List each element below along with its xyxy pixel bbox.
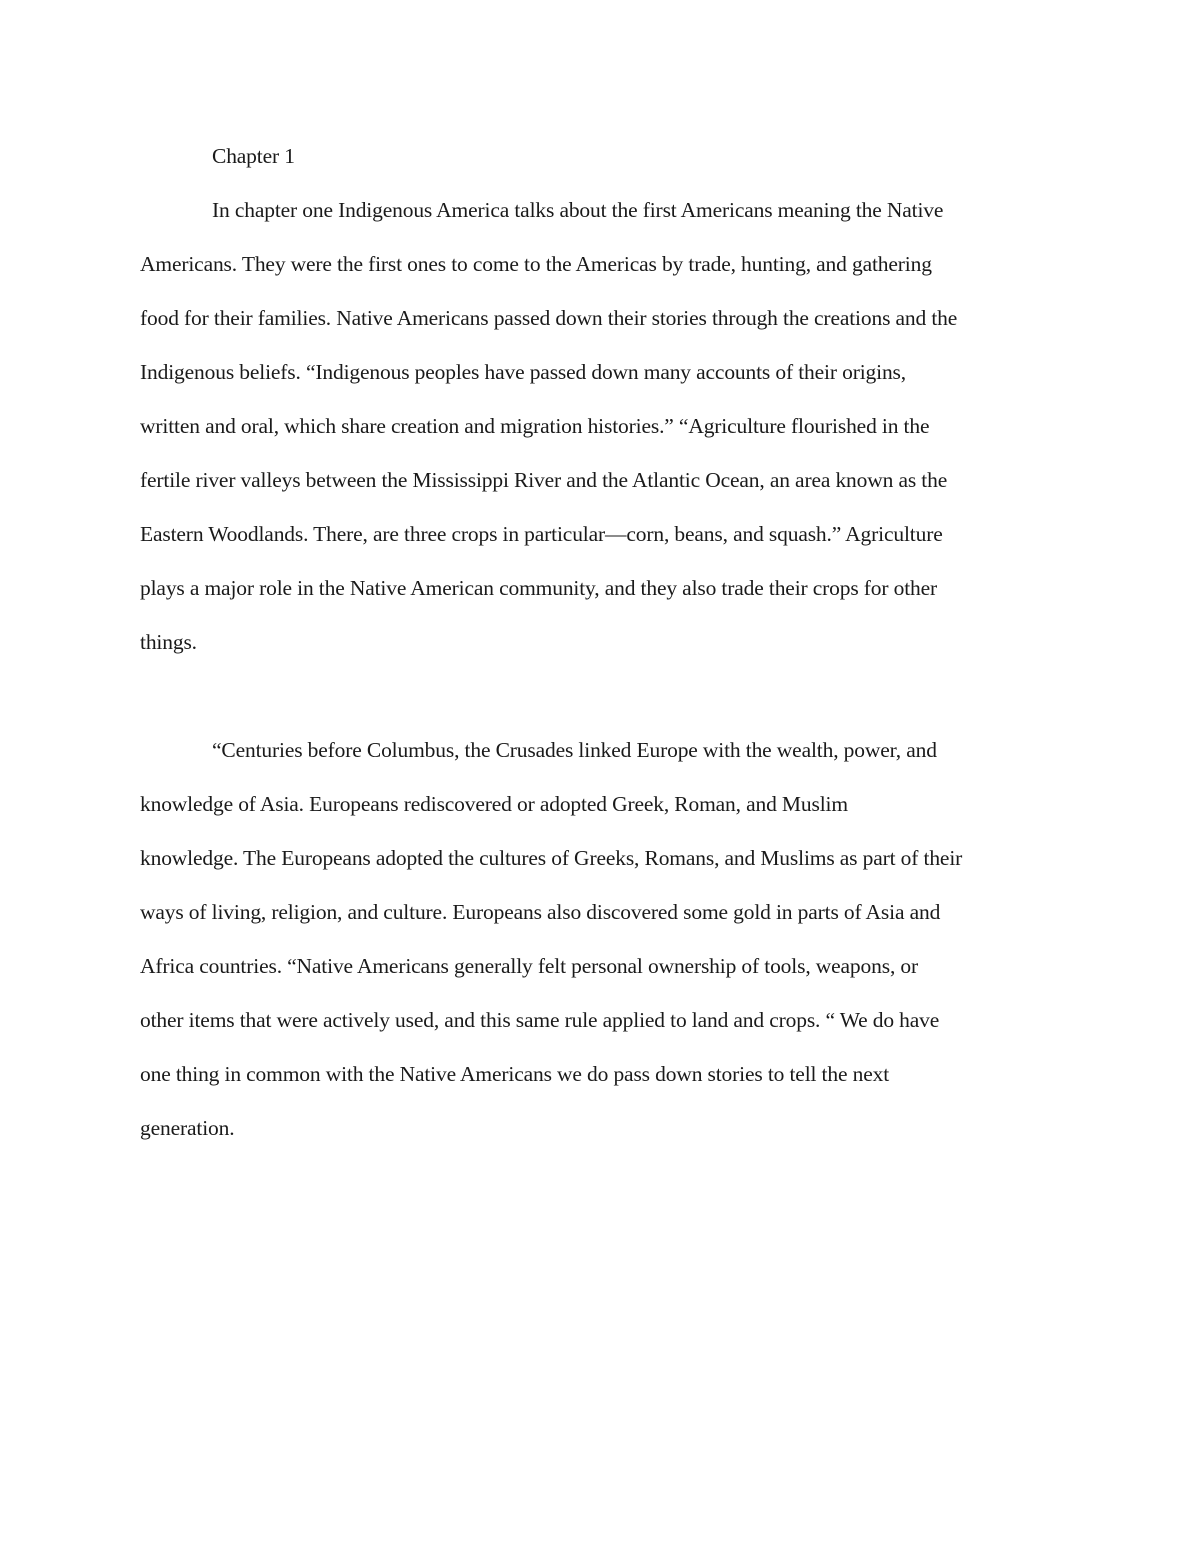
paragraph-line: other items that were actively used, and this same rule applied to land and crops. “ We do have	[140, 1008, 940, 1032]
paragraph-line: knowledge. The Europeans adopted the cultures of Greeks, Romans, and Muslims as part of their	[140, 846, 963, 870]
paragraph-line: Eastern Woodlands. There, are three crops in particular—corn, beans, and squash.” Agriculture	[140, 522, 943, 546]
paragraph-line: Indigenous beliefs. “Indigenous peoples have passed down many accounts of their origins,	[140, 360, 906, 384]
paragraph-line: fertile river valleys between the Mississippi River and the Atlantic Ocean, an area known as the	[140, 468, 948, 492]
paragraph-line: food for their families. Native Americans passed down their stories through the creations and the	[140, 306, 958, 330]
paragraph-line: In chapter one Indigenous America talks about the first Americans meaning the Native	[212, 198, 944, 222]
paragraph-line: plays a major role in the Native American community, and they also trade their crops for other	[140, 576, 938, 600]
paragraph-line: generation.	[140, 1116, 235, 1140]
paragraph-line: Africa countries. “Native Americans generally felt personal ownership of tools, weapons, or	[140, 954, 919, 978]
paragraph-line: things.	[140, 630, 197, 654]
paragraph-line: “Centuries before Columbus, the Crusades linked Europe with the wealth, power, and	[212, 738, 937, 762]
chapter-heading: Chapter 1	[212, 144, 295, 168]
paragraph-line: one thing in common with the Native Americans we do pass down stories to tell the next	[140, 1062, 890, 1086]
paragraph-line: knowledge of Asia. Europeans rediscovered or adopted Greek, Roman, and Muslim	[140, 792, 848, 816]
paragraph-line: written and oral, which share creation and migration histories.” “Agriculture flourished in the	[140, 414, 930, 438]
paragraph-line: ways of living, religion, and culture. Europeans also discovered some gold in parts of Asia and	[140, 900, 941, 924]
paragraph-line: Americans. They were the first ones to come to the Americas by trade, hunting, and gathering	[140, 252, 932, 276]
